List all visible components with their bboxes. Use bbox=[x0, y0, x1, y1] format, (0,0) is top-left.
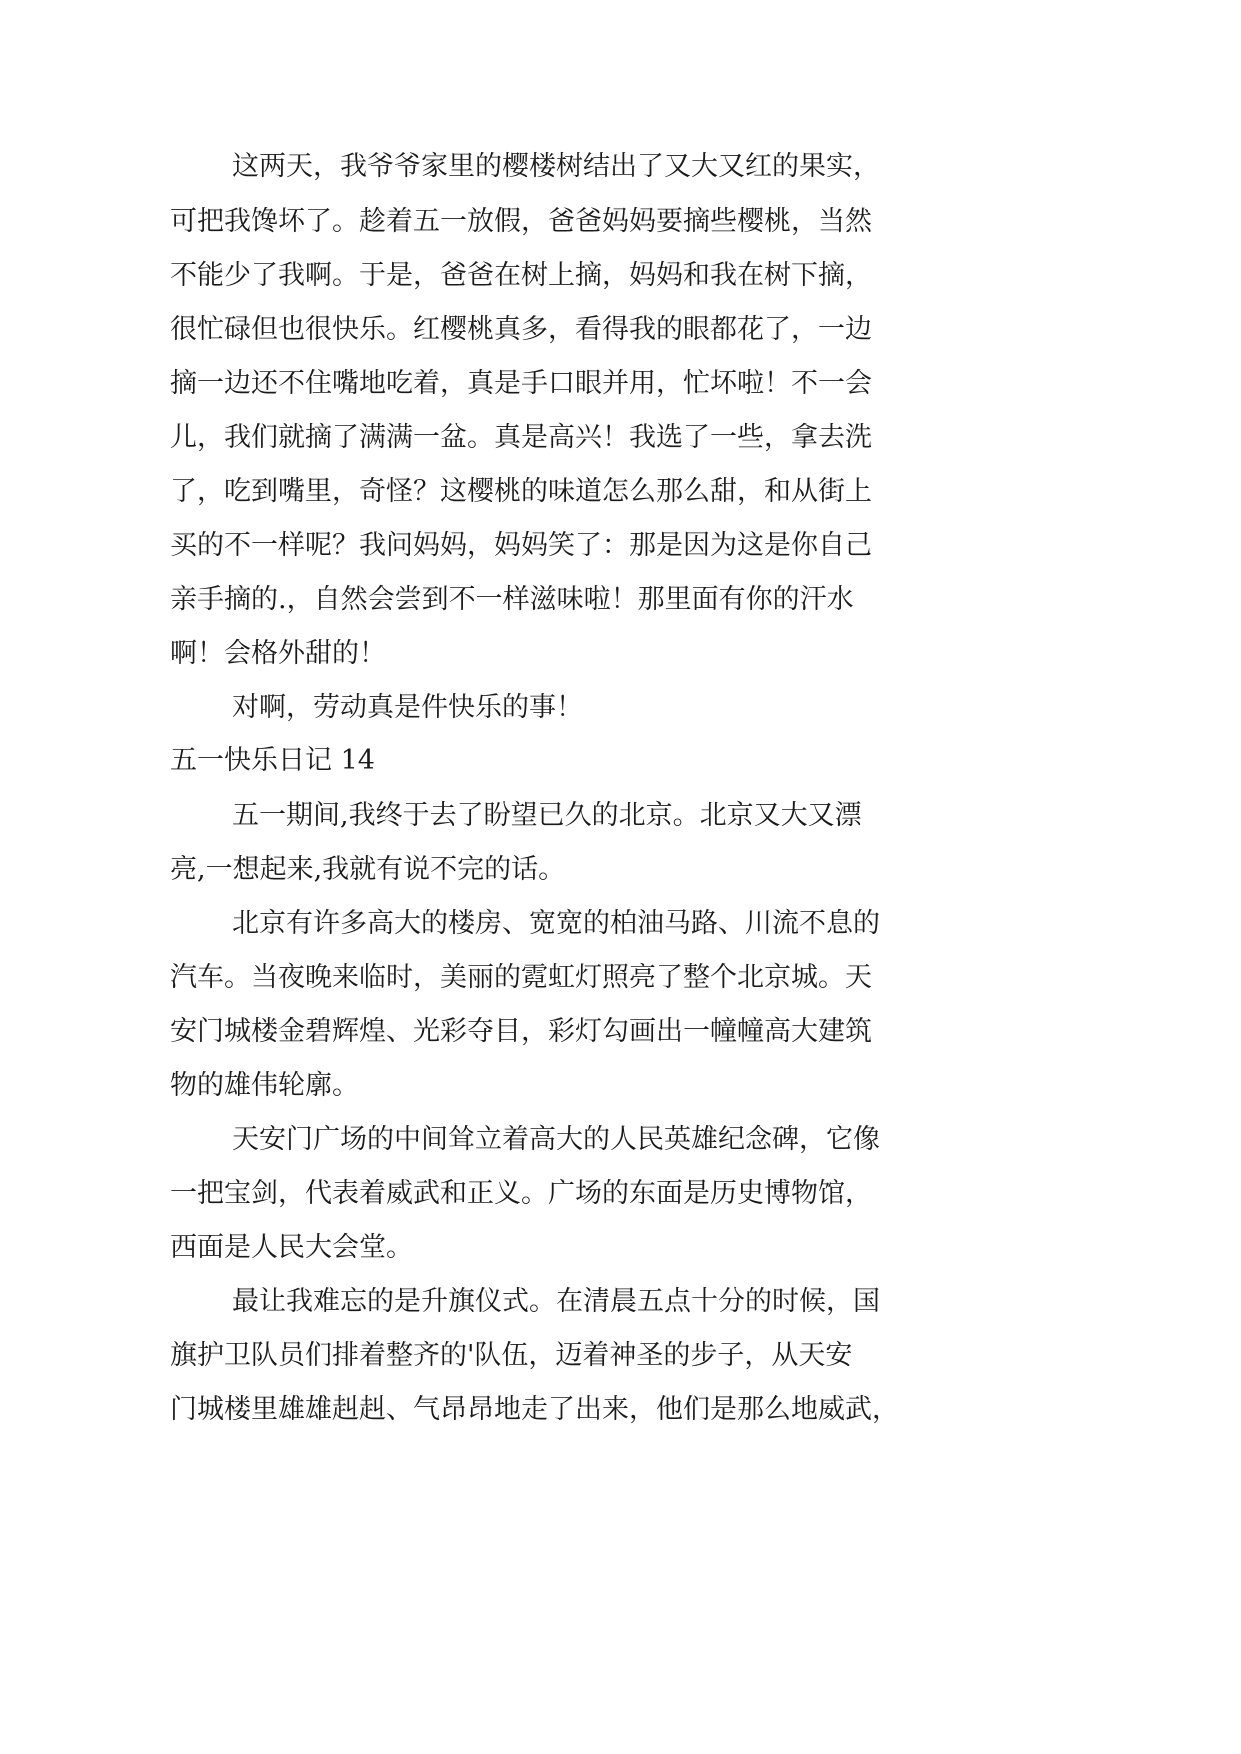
section-heading: 五一快乐日记 14 bbox=[170, 745, 375, 776]
text-line: 最让我难忘的是升旗仪式。在清晨五点十分的时候，国 bbox=[232, 1286, 880, 1317]
text-line: 亮,一想起来,我就有说不完的话。 bbox=[170, 854, 566, 885]
text-line: 旗护卫队员们排着整齐的'队伍，迈着神圣的步子，从天安 bbox=[170, 1340, 853, 1371]
text-line: 北京有许多高大的楼房、宽宽的柏油马路、川流不息的 bbox=[232, 908, 880, 939]
text-line: 亲手摘的.，自然会尝到不一样滋味啦！那里面有你的汗水 bbox=[170, 584, 854, 615]
text-line: 啊！会格外甜的！ bbox=[170, 638, 386, 669]
text-line: 门城楼里雄雄赳赳、气昂昂地走了出来，他们是那么地威武， bbox=[170, 1394, 899, 1425]
text-line: 一把宝剑，代表着威武和正义。广场的东面是历史博物馆， bbox=[170, 1178, 872, 1209]
text-line: 很忙碌但也很快乐。红樱桃真多，看得我的眼都花了，一边 bbox=[170, 314, 872, 345]
text-line: 可把我馋坏了。趁着五一放假，爸爸妈妈要摘些樱桃，当然 bbox=[170, 206, 872, 237]
text-line: 对啊，劳动真是件快乐的事！ bbox=[232, 692, 583, 723]
text-line: 安门城楼金碧辉煌、光彩夺目，彩灯勾画出一幢幢高大建筑 bbox=[170, 1016, 872, 1047]
text-line: 物的雄伟轮廓。 bbox=[170, 1070, 359, 1101]
text-line: 了，吃到嘴里，奇怪？这樱桃的味道怎么那么甜，和从街上 bbox=[170, 476, 872, 507]
text-line: 儿，我们就摘了满满一盆。真是高兴！我选了一些，拿去洗 bbox=[170, 422, 872, 453]
text-line: 买的不一样呢？我问妈妈，妈妈笑了：那是因为这是你自己 bbox=[170, 530, 872, 561]
text-line: 汽车。当夜晚来临时，美丽的霓虹灯照亮了整个北京城。天 bbox=[170, 962, 872, 993]
text-line: 天安门广场的中间耸立着高大的人民英雄纪念碑，它像 bbox=[232, 1124, 880, 1155]
text-line: 不能少了我啊。于是，爸爸在树上摘，妈妈和我在树下摘， bbox=[170, 260, 872, 291]
text-line: 五一期间,我终于去了盼望已久的北京。北京又大又漂 bbox=[232, 800, 862, 831]
text-line: 摘一边还不住嘴地吃着，真是手口眼并用，忙坏啦！不一会 bbox=[170, 368, 872, 399]
text-line: 西面是人民大会堂。 bbox=[170, 1232, 413, 1263]
text-line: 这两天，我爷爷家里的樱楼树结出了又大又红的果实， bbox=[232, 151, 880, 182]
